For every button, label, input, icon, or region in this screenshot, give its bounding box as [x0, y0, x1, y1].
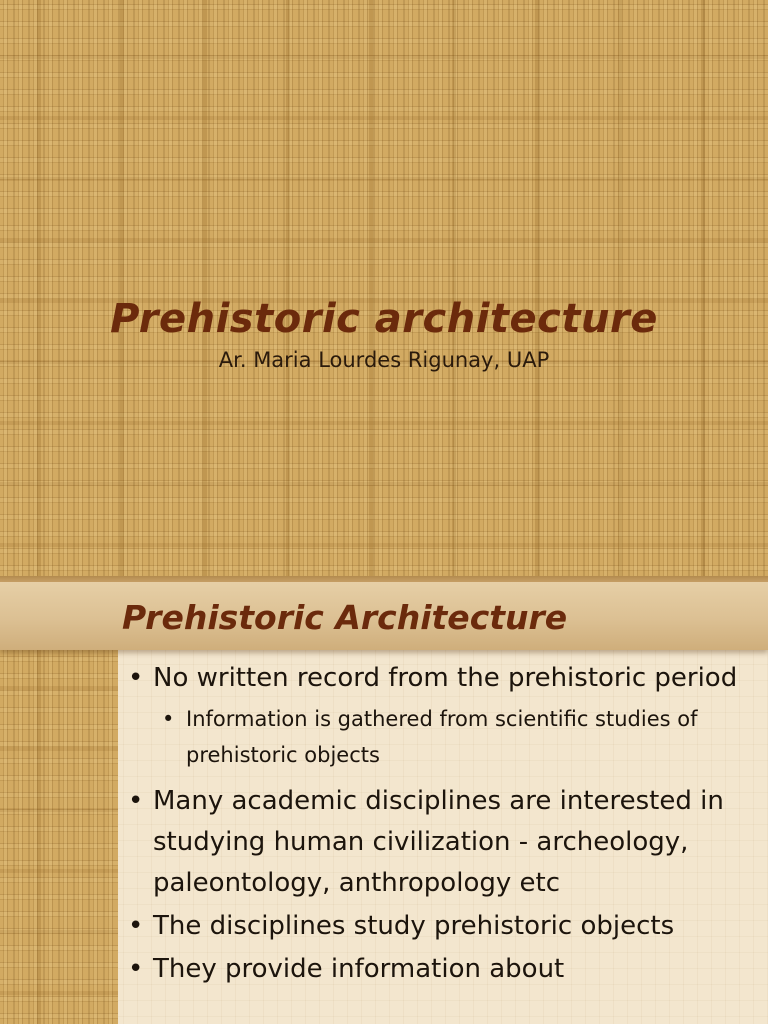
content-slide	[0, 576, 768, 1024]
bullet-list	[126, 658, 762, 992]
sub-bullet-item: • Information is gathered from scientific studies of prehistoric objects	[126, 701, 762, 773]
bullet-item: • They provide information about	[126, 949, 762, 990]
slide-heading: Prehistoric Architecture	[122, 598, 568, 637]
presentation-author: Ar. Maria Lourdes Rigunay, UAP	[218, 348, 550, 372]
presentation-title: Prehistoric architecture	[110, 296, 658, 342]
bullet-item: • The disciplines study prehistoric objects	[126, 906, 762, 947]
bullet-item: • No written record from the prehistoric period	[126, 658, 762, 699]
bullet-item: • Many academic disciplines are interested in studying human civilization - archeology, paleontology, anthropology etc	[126, 781, 762, 904]
